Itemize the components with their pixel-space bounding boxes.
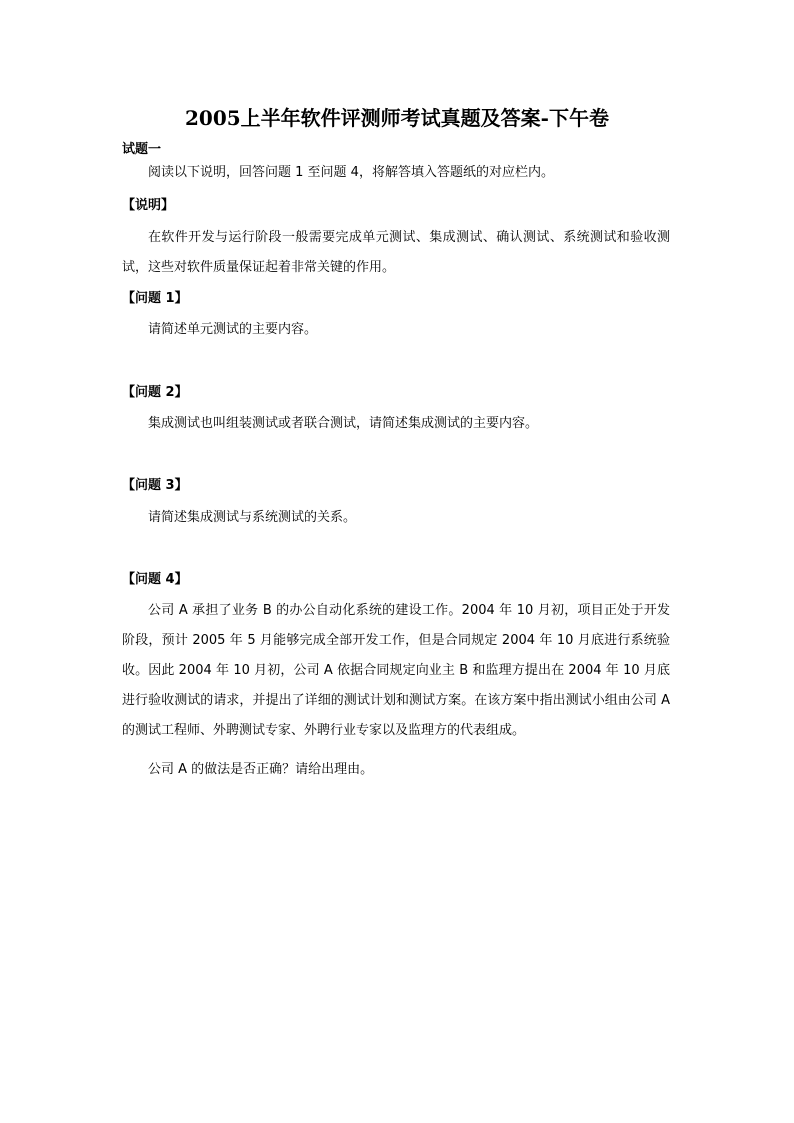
explanation-paragraph: 在软件开发与运行阶段一般需要完成单元测试、集成测试、确认测试、系统测试和验收测试，这些对软件质量保证起着非常关键的作用。 bbox=[122, 230, 670, 275]
intro-paragraph: 阅读以下说明，回答问题 1 至问题 4，将解答填入答题纸的对应栏内。 bbox=[148, 165, 554, 180]
question-1-label: 【问题 1】 bbox=[122, 291, 188, 306]
section-heading: 试题一 bbox=[122, 142, 162, 157]
question-2-text: 集成测试也叫组装测试或者联合测试，请简述集成测试的主要内容。 bbox=[148, 416, 539, 431]
question-3-label: 【问题 3】 bbox=[122, 478, 188, 493]
question-3-text: 请简述集成测试与系统测试的关系。 bbox=[148, 510, 357, 525]
question-4-label: 【问题 4】 bbox=[122, 572, 188, 587]
question-2-label: 【问题 2】 bbox=[122, 385, 188, 400]
question-1-text: 请简述单元测试的主要内容。 bbox=[148, 322, 318, 337]
question-4-text: 公司 A 承担了业务 B 的办公自动化系统的建设工作。2004 年 10 月初，项目正处于开发阶段，预计 2005 年 5 月能够完成全部开发工作，但是合同规定 2004 年 10 月底进行系统验收。因此 2004 年 10 月初，公司 A 依据合同规定向业主 B 和监理方提出在 2004 年 10 月底进行验收测试的请求，并提出了详细的测试计划和测试方案。在该方案中指出测试小组由公司 A 的测试工程师、外聘测试专家、外聘行业专家以及监理方的代表组成。 bbox=[122, 603, 670, 738]
document-title: 2005上半年软件评测师考试真题及答案-下午卷 bbox=[185, 106, 609, 130]
explanation-label: 【说明】 bbox=[122, 198, 175, 213]
question-4-question: 公司 A 的做法是否正确？请给出理由。 bbox=[148, 762, 374, 777]
